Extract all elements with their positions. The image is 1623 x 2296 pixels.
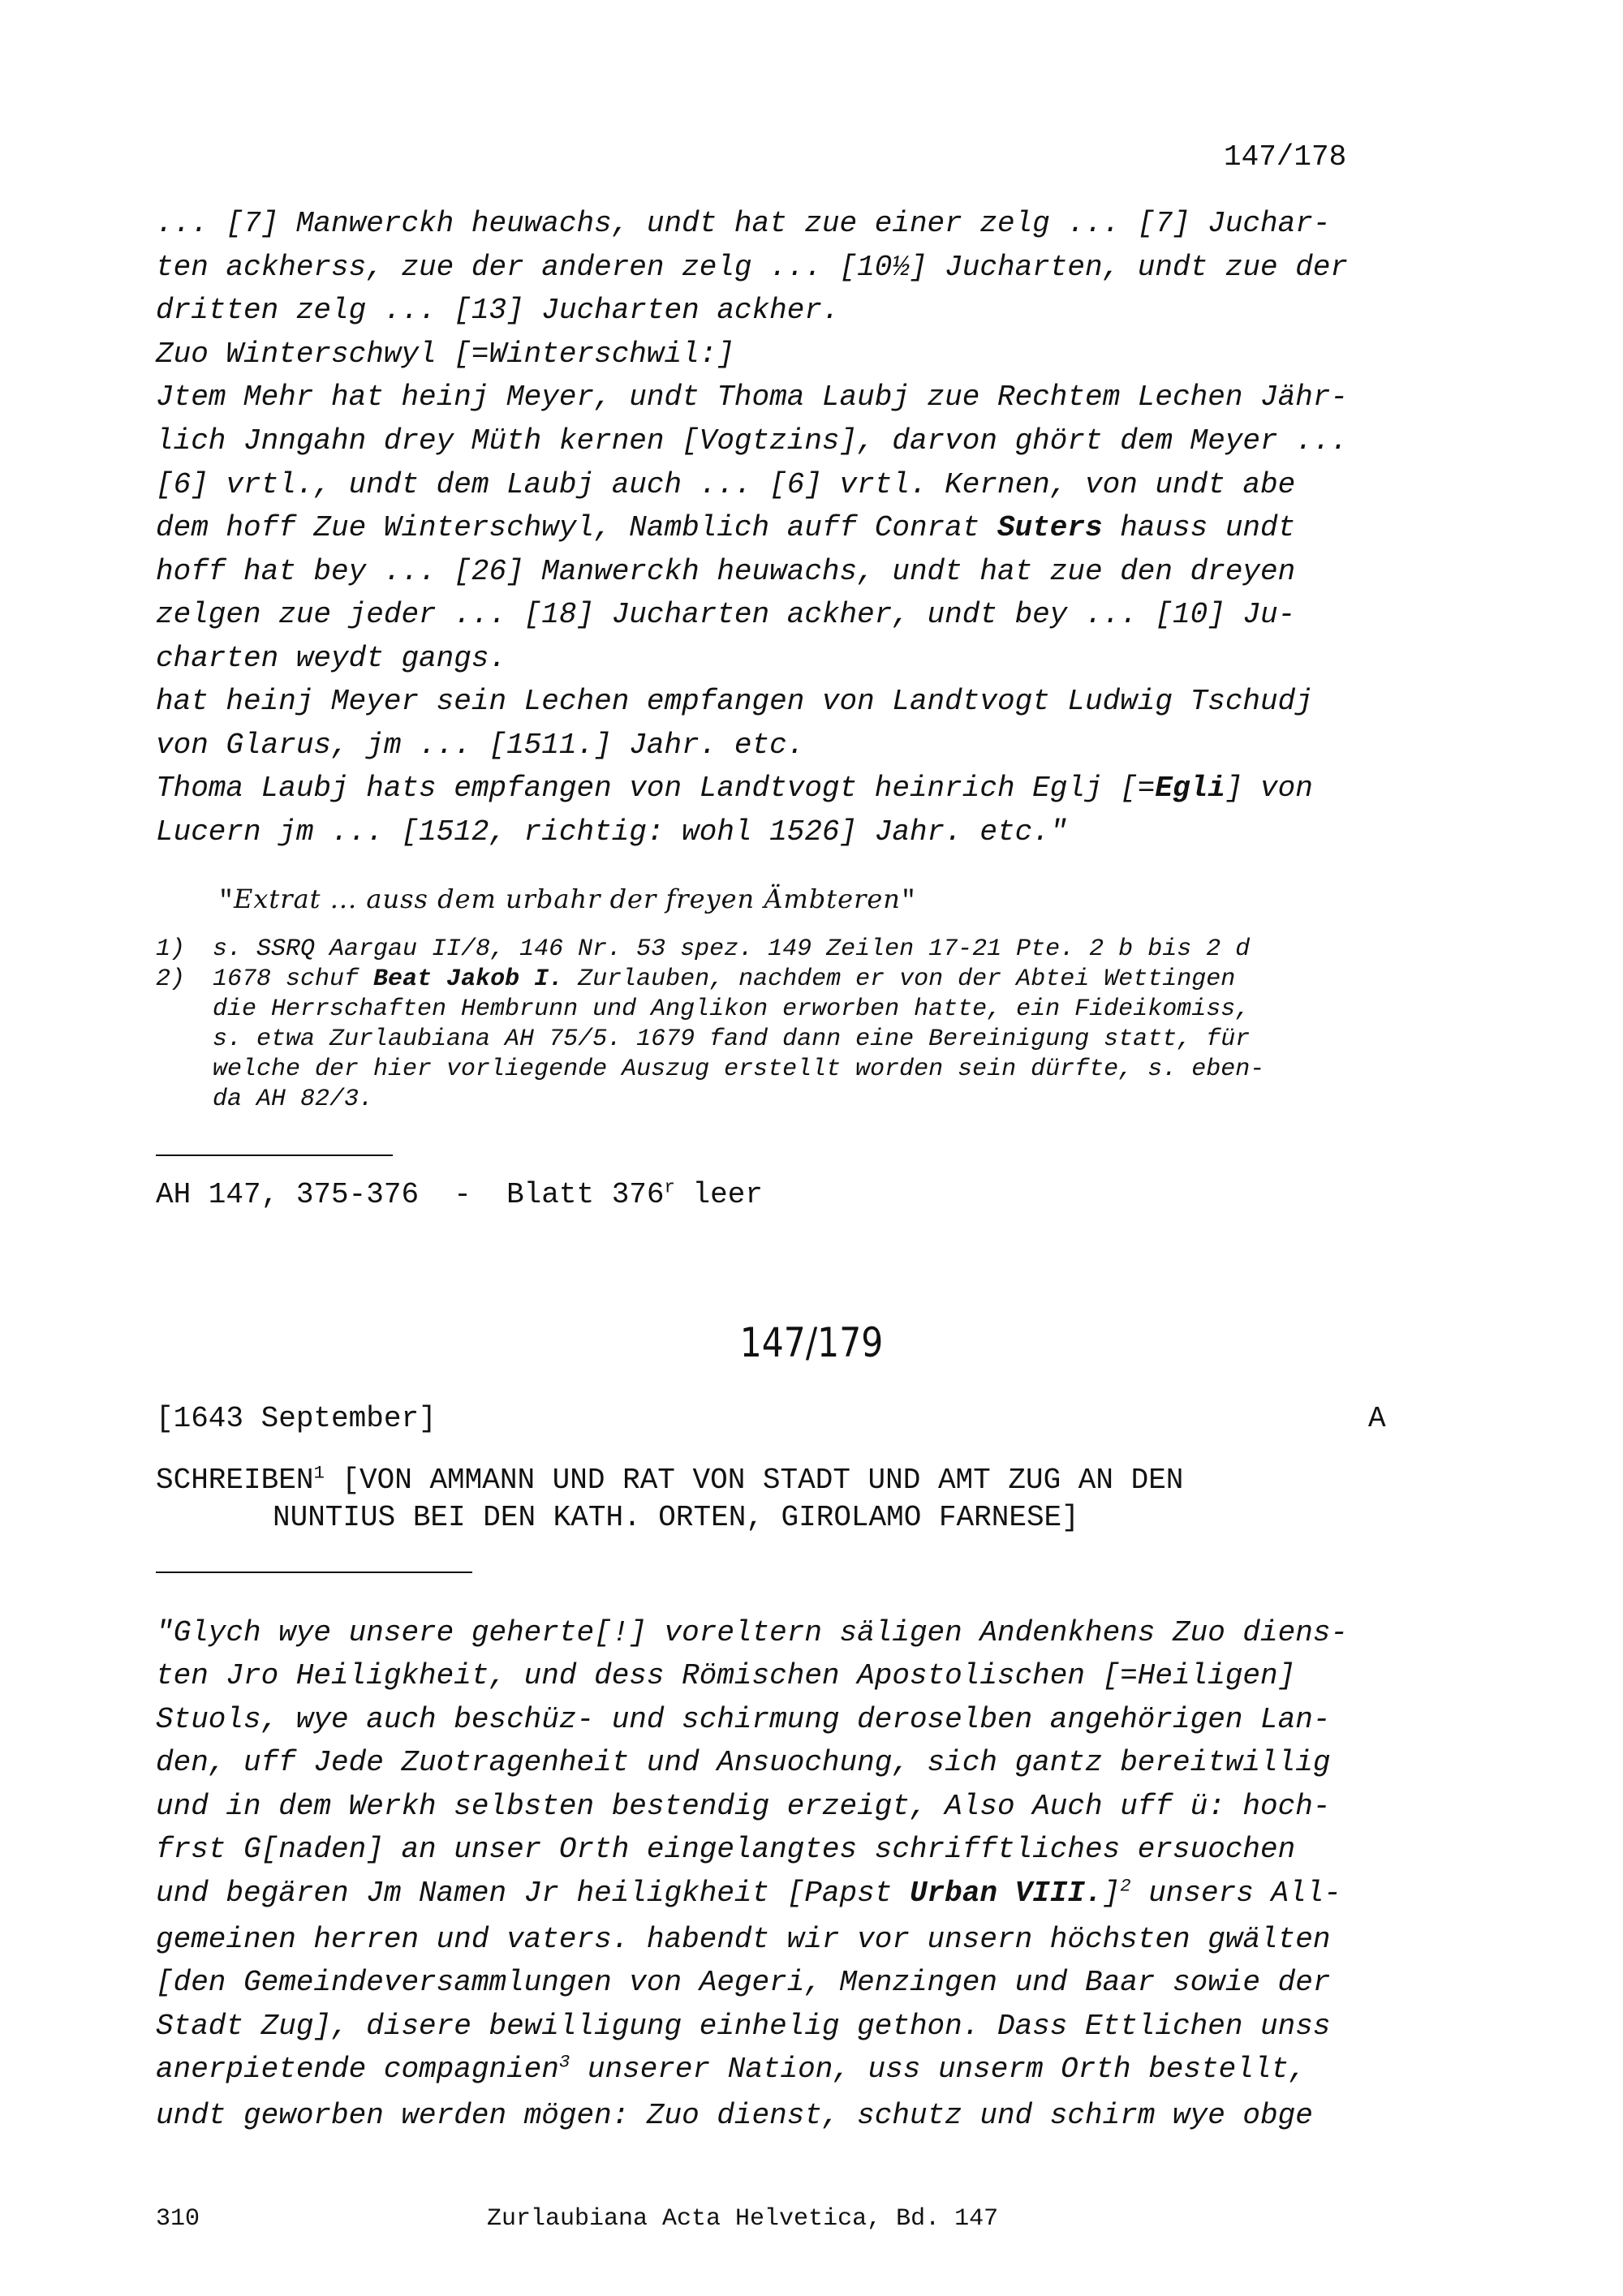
text-line	[156, 511, 1296, 544]
footnote-text	[213, 967, 1235, 991]
text-segment: und begären Jm Namen Jr heiligkheit [Papst	[156, 1877, 910, 1910]
text-line: zelgen zue jeder ... [18] Jucharten ackher, undt bey ... [10] Ju-	[156, 598, 1296, 631]
entry-marker: A	[1368, 1402, 1386, 1435]
text-line: undt geworben werden mögen: Zuo dienst, schutz und schirm wye obge	[156, 2099, 1313, 2132]
extrat-handwriting: Extrat ... auss dem urbahr der freyen Ämbteren	[234, 884, 901, 914]
text-line	[156, 2051, 1307, 2086]
text-line: hat heinj Meyer sein Lechen empfangen von Landtvogt Ludwig Tschudj	[156, 685, 1313, 718]
text-line: gemeinen herren und vaters. habendt wir vor unsern höchsten gwälten	[156, 1923, 1331, 1956]
text-segment: leer	[674, 1178, 763, 1211]
page-header-number: 147/178	[1224, 140, 1347, 174]
text-line: charten weydt gangs.	[156, 642, 507, 675]
superscript: 1	[313, 1462, 325, 1484]
footer-page-number: 310	[156, 2205, 200, 2233]
entry-date: [1643 September]	[156, 1402, 437, 1435]
name-suters: Suters	[997, 511, 1103, 544]
text-line: Jtem Mehr hat heinj Meyer, undt Thoma Laubj zue Rechtem Lechen Jähr-	[156, 381, 1349, 414]
text-segment: unsers All-	[1130, 1877, 1341, 1910]
text-segment: 1678 schuf	[213, 965, 374, 993]
text-line: und in dem Werkh selbsten bestendig erzeigt, Also Auch uff ü: hoch-	[156, 1790, 1331, 1823]
entry-title	[156, 1462, 1184, 1497]
name-egli: Egli	[1155, 772, 1225, 805]
text-line: dritten zelg ... [13] Jucharten ackher.	[156, 294, 840, 327]
text-line: frst G[naden] an unser Orth eingelangtes schrifftliches ersuochen	[156, 1833, 1296, 1866]
text-line	[156, 1875, 1341, 1910]
quote-mark: "	[217, 886, 235, 916]
footnote-text: da AH 82/3.	[213, 1086, 374, 1113]
text-line	[156, 774, 1313, 803]
name-beat-jakob: Beat Jakob I.	[373, 965, 564, 993]
footnote-text: die Herrschaften Hembrunn und Anglikon erworben hatte, ein Fideikomiss,	[213, 995, 1251, 1023]
footnote-text: welche der hier vorliegende Auszug erstellt worden sein dürfte, s. eben-	[213, 1056, 1265, 1083]
text-line: "Glych wye unsere geherte[!] voreltern säligen Andenkhens Zuo diens-	[156, 1616, 1349, 1649]
superscript: 2	[1120, 1875, 1131, 1897]
text-segment: dem hoff Zue Winterschwyl, Namblich auff Conrat	[156, 511, 997, 544]
text-segment: [VON AMMANN UND RAT VON STADT UND AMT ZUG AN DEN	[324, 1464, 1184, 1497]
name-urban: Urban VIII.	[909, 1877, 1103, 1910]
text-segment: ]	[1102, 1877, 1121, 1910]
text-line: lich Jnngahn drey Müth kernen [Vogtzins], darvon ghört dem Meyer ...	[156, 424, 1349, 458]
footnote-number: 1)	[156, 935, 186, 963]
footnote-number: 2)	[156, 965, 186, 993]
text-line: Stadt Zug], disere bewilligung einhelig gethon. Dass Ettlichen unss	[156, 2010, 1331, 2043]
text-line: Stuols, wye auch beschüz- und schirmung deroselben angehörigen Lan-	[156, 1703, 1331, 1736]
text-segment: hauss undt	[1102, 511, 1296, 544]
quote-mark: "	[900, 886, 917, 916]
entry-title-2: NUNTIUS BEI DEN KATH. ORTEN, GIROLAMO FARNESE]	[273, 1501, 1079, 1534]
footnote-rule	[156, 1154, 393, 1156]
superscript: 3	[558, 2051, 570, 2073]
text-line: von Glarus, jm ... [1511.] Jahr. etc.	[156, 729, 805, 762]
text-line: ten Jro Heiligkheit, und dess Römischen Apostolischen [=Heiligen]	[156, 1659, 1296, 1692]
entry-number: 147/179	[739, 1319, 884, 1366]
extrat-line	[156, 860, 916, 940]
superscript: r	[664, 1176, 675, 1198]
footnote-text: s. SSRQ Aargau II/8, 146 Nr. 53 spez. 149 Zeilen 17-21 Pte. 2 b bis 2 d	[213, 935, 1251, 963]
text-line: [den Gemeindeversammlungen von Aegeri, Menzingen und Baar sowie der	[156, 1966, 1331, 1999]
text-segment: Zurlauben, nachdem er von der Abtei Wettingen	[563, 965, 1236, 993]
title-rule	[156, 1572, 472, 1573]
text-line: den, uff Jede Zuotragenheit und Ansuochung, sich gantz bereitwillig	[156, 1746, 1331, 1779]
text-segment: AH 147, 375-376 - Blatt 376	[156, 1178, 665, 1211]
text-segment: ] von	[1225, 772, 1313, 805]
footnote-text: s. etwa Zurlaubiana AH 75/5. 1679 fand dann eine Bereinigung statt, für	[213, 1025, 1251, 1053]
text-segment: Thoma Laubj hats empfangen von Landtvogt heinrich Eglj [=	[156, 772, 1156, 805]
text-line: ten ackherss, zue der anderen zelg ... [10½] Jucharten, undt zue der	[156, 251, 1349, 284]
text-line: [6] vrtl., undt dem Laubj auch ... [6] vrtl. Kernen, von undt abe	[156, 468, 1296, 501]
text-line: Zuo Winterschwyl [=Winterschwil:]	[156, 338, 734, 371]
text-line: Lucern jm ... [1512, richtig: wohl 1526] Jahr. etc."	[156, 815, 1068, 849]
text-line: hoff hat bey ... [26] Manwerckh heuwachs, undt hat zue den dreyen	[156, 555, 1296, 588]
source-line	[156, 1176, 763, 1211]
text-line: ... [7] Manwerckh heuwachs, undt hat zue einer zelg ... [7] Juchar-	[156, 207, 1331, 240]
text-segment: anerpietende compagnien	[156, 2053, 559, 2086]
footer-title: Zurlaubiana Acta Helvetica, Bd. 147	[487, 2205, 999, 2233]
text-segment: unserer Nation, uss unserm Orth bestellt,	[570, 2053, 1307, 2086]
text-segment: SCHREIBEN	[156, 1464, 314, 1497]
